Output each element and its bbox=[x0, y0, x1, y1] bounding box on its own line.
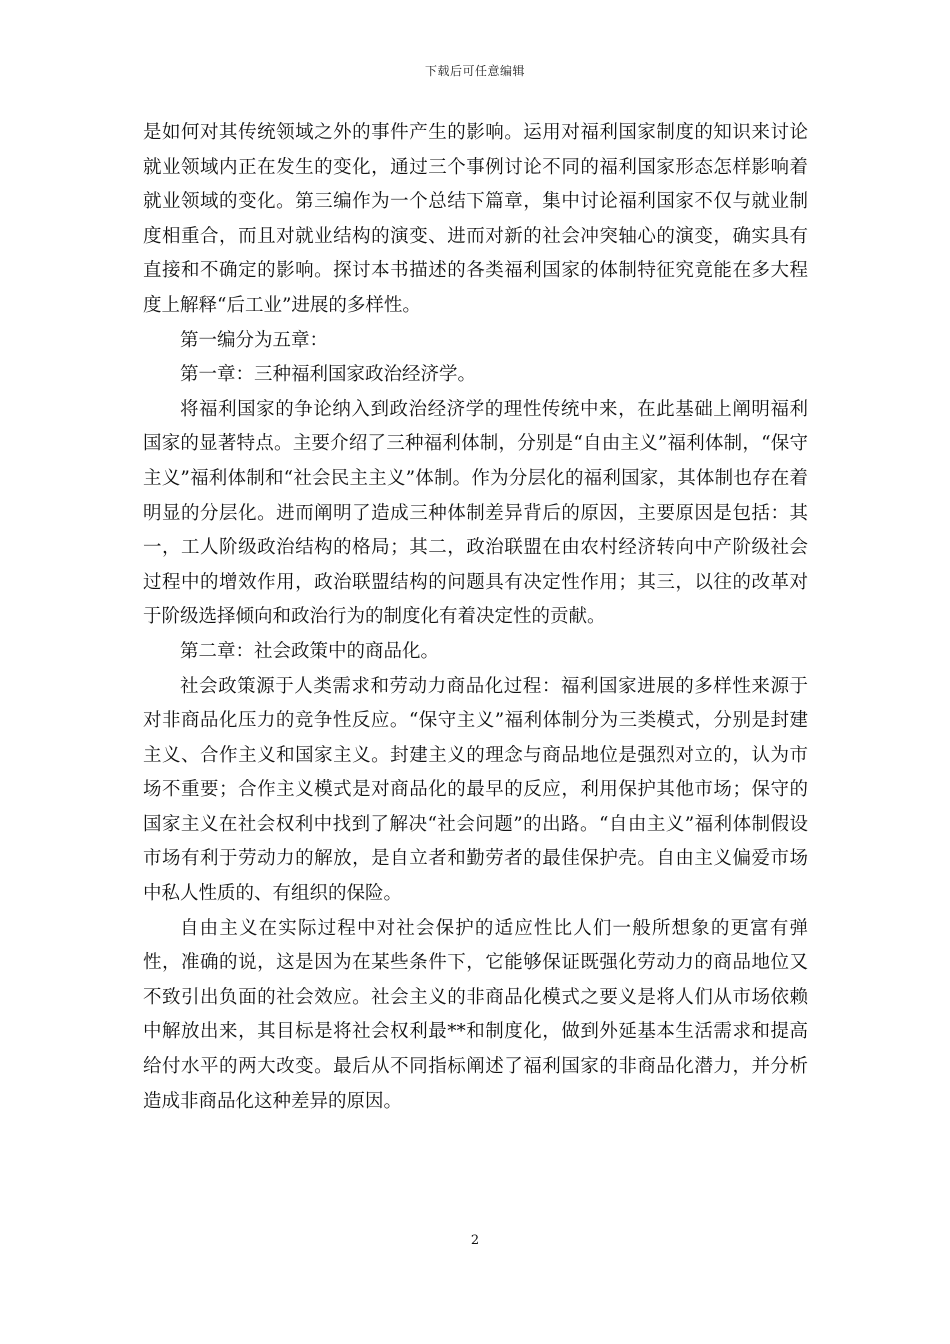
paragraph-1: 是如何对其传统领域之外的事件产生的影响。运用对福利国家制度的知识来讨论就业领域内正在发生的变化，通过三个事例讨论不同的福利国家形态怎样影响着就业领域的变化。第三编作为一个总结下篇章，集中讨论福利国家不仅与就业制度相重合，而且对就业结构的演变、进而对新的社会冲突轴心的演变，确实具有直接和不确定的影响。探讨本书描述的各类福利国家的体制特征究竟能在多大程度上解释“后工业”进展的多样性。 bbox=[143, 122, 808, 316]
paragraph-4: 将福利国家的争论纳入到政治经济学的理性传统中来，在此基础上阐明福利国家的显著特点。主要介绍了三种福利体制，分别是“自由主义”福利体制，“保守主义”福利体制和“社会民主主义”体制。作为分层化的福利国家，其体制也存在着明显的分层化。进而阐明了造成三种体制差异背后的原因，主要原因是包括：其一，工人阶级政治结构的格局；其二，政治联盟在由农村经济转向中产阶级社会过程中的增效作用，政治联盟结构的问题具有决定性作用；其三，以往的改革对于阶级选择倾向和政治行为的制度化有着决定性的贡献。 bbox=[143, 398, 808, 628]
document-body bbox=[143, 116, 808, 1119]
page-number: 2 bbox=[470, 1233, 480, 1248]
page-header: 下载后可任意编辑 bbox=[424, 64, 525, 78]
chapter-2-heading: 第二章：社会政策中的商品化。 bbox=[180, 640, 440, 662]
chapter-1-heading: 第一章：三种福利国家政治经济学。 bbox=[180, 364, 477, 386]
paragraph-2: 第一编分为五章： bbox=[180, 329, 329, 351]
paragraph-6: 社会政策源于人类需求和劳动力商品化过程：福利国家进展的多样性来源于对非商品化压力的竞争性反应。“保守主义”福利体制分为三类模式，分别是封建主义、合作主义和国家主义。封建主义的理念与商品地位是强烈对立的，认为市场不重要；合作主义模式是对商品化的最早的反应，利用保护其他市场；保守的国家主义在社会权利中找到了解决“社会问题”的出路。“自由主义”福利体制假设市场有利于劳动力的解放，是自立者和勤劳者的最佳保护壳。自由主义偏爱市场中私人性质的、有组织的保险。 bbox=[143, 675, 808, 905]
paragraph-7: 自由主义在实际过程中对社会保护的适应性比人们一般所想象的更富有弹性，准确的说，这是因为在某些条件下，它能够保证既强化劳动力的商品地位又不致引出负面的社会效应。社会主义的非商品化模式之要义是将人们从市场依赖中解放出来，其目标是将社会权利最**和制度化，做到外延基本生活需求和提高给付水平的两大改变。最后从不同指标阐述了福利国家的非商品化潜力，并分析造成非商品化这种差异的原因。 bbox=[143, 917, 808, 1112]
